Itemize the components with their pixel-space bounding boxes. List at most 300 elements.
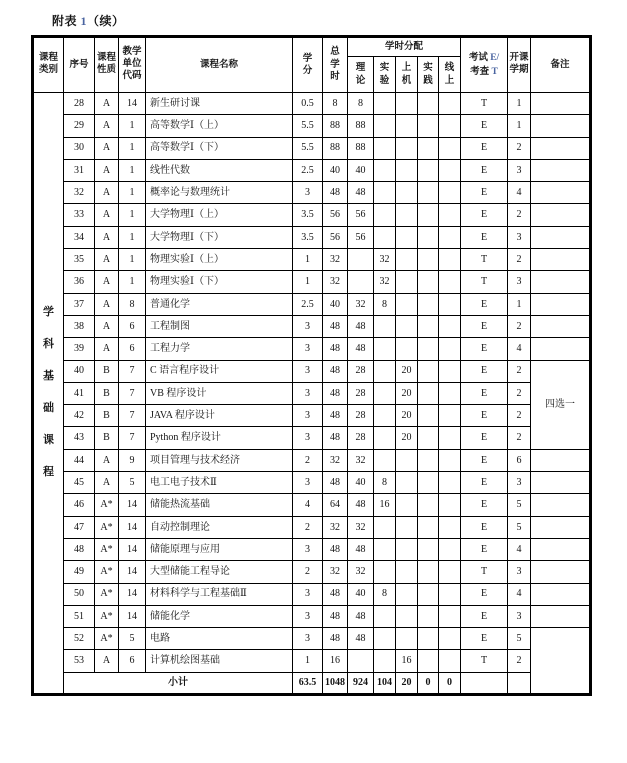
cell-theory: 48 (348, 182, 374, 204)
cell-exam-type: E (461, 605, 508, 627)
cell-practice (418, 650, 439, 672)
cell-online (439, 159, 461, 181)
cell-experiment: 8 (374, 472, 396, 494)
cell-online (439, 249, 461, 271)
cell-online (439, 494, 461, 516)
cell-seq: 36 (64, 271, 95, 293)
cell-total-hours: 48 (323, 405, 348, 427)
header-course-nature: 课程性质 (95, 37, 119, 93)
cell-note (531, 315, 591, 337)
cell-total-hours: 88 (323, 137, 348, 159)
cell-experiment (374, 315, 396, 337)
cell-computer (396, 516, 418, 538)
cell-online (439, 182, 461, 204)
cell-note (531, 249, 591, 271)
cell-unit-code: 7 (119, 427, 146, 449)
cell-unit-code: 7 (119, 382, 146, 404)
cell-note (531, 226, 591, 248)
cell-term: 3 (508, 561, 531, 583)
cell-seq: 33 (64, 204, 95, 226)
cell-theory: 40 (348, 159, 374, 181)
cell-term: 4 (508, 182, 531, 204)
cell-unit-code: 1 (119, 204, 146, 226)
cell-experiment (374, 561, 396, 583)
table-row (33, 405, 591, 427)
cell-course-name: JAVA 程序设计 (146, 405, 293, 427)
header-seq: 序号 (64, 37, 95, 93)
cell-computer: 20 (396, 405, 418, 427)
cell-seq: 46 (64, 494, 95, 516)
cell-course-nature: A* (95, 516, 119, 538)
cell-computer (396, 449, 418, 471)
table-row (33, 249, 591, 271)
table-row (33, 583, 591, 605)
cell-theory: 32 (348, 516, 374, 538)
cell-online (439, 271, 461, 293)
cell-exam-type: E (461, 360, 508, 382)
cell-unit-code: 1 (119, 271, 146, 293)
cell-course-name: C 语言程序设计 (146, 360, 293, 382)
cell-exam-type: E (461, 538, 508, 560)
cell-course-nature: A (95, 137, 119, 159)
cell-experiment (374, 605, 396, 627)
cell-course-name: 高等数学Ⅰ（下） (146, 137, 293, 159)
cell-course-name: 计算机绘图基础 (146, 650, 293, 672)
cell-experiment (374, 382, 396, 404)
header-hours-allocation: 学时分配 (348, 37, 461, 57)
cell-total-hours: 32 (323, 249, 348, 271)
cell-total-hours: 48 (323, 427, 348, 449)
cell-note (531, 159, 591, 181)
cell-course-name: Python 程序设计 (146, 427, 293, 449)
cell-course-name: 大型储能工程导论 (146, 561, 293, 583)
cell-total-hours: 64 (323, 494, 348, 516)
cell-experiment: 8 (374, 583, 396, 605)
cell-experiment (374, 628, 396, 650)
cell-theory: 56 (348, 226, 374, 248)
cell-experiment (374, 360, 396, 382)
cell-seq: 53 (64, 650, 95, 672)
cell-unit-code: 14 (119, 538, 146, 560)
cell-exam-type: T (461, 561, 508, 583)
cell-course-nature: A (95, 315, 119, 337)
table-row (33, 650, 591, 672)
cell-theory (348, 271, 374, 293)
cell-note (531, 137, 591, 159)
cell-experiment: 32 (374, 271, 396, 293)
course-category-cell (33, 93, 64, 695)
cell-course-name: 概率论与数理统计 (146, 182, 293, 204)
cell-practice (418, 472, 439, 494)
cell-online (439, 93, 461, 115)
table-row (33, 182, 591, 204)
cell-experiment (374, 538, 396, 560)
header-exam-type: 考试 E/ 考查 T (461, 37, 508, 93)
cell-unit-code: 7 (119, 360, 146, 382)
cell-course-nature: A (95, 449, 119, 471)
table-row (33, 204, 591, 226)
cell-seq: 52 (64, 628, 95, 650)
subtotal-credits: 63.5 (293, 672, 323, 694)
cell-unit-code: 5 (119, 472, 146, 494)
cell-total-hours: 48 (323, 182, 348, 204)
cell-theory: 48 (348, 494, 374, 516)
cell-note (531, 583, 591, 605)
cell-practice (418, 249, 439, 271)
cell-theory: 48 (348, 628, 374, 650)
cell-online (439, 293, 461, 315)
subtotal-term (508, 672, 531, 694)
cell-course-name: 材料科学与工程基础Ⅱ (146, 583, 293, 605)
table-row (33, 382, 591, 404)
cell-unit-code: 14 (119, 561, 146, 583)
cell-term: 1 (508, 93, 531, 115)
cell-exam-type: E (461, 449, 508, 471)
cell-course-nature: A (95, 93, 119, 115)
cell-term: 2 (508, 360, 531, 382)
cell-course-name: 工程力学 (146, 338, 293, 360)
cell-theory: 32 (348, 293, 374, 315)
cell-credits: 3.5 (293, 226, 323, 248)
cell-credits: 3 (293, 315, 323, 337)
cell-theory: 88 (348, 115, 374, 137)
cell-online (439, 137, 461, 159)
cell-practice (418, 605, 439, 627)
cell-note (531, 115, 591, 137)
cell-theory: 28 (348, 427, 374, 449)
cell-credits: 3 (293, 583, 323, 605)
cell-experiment (374, 516, 396, 538)
cell-seq: 40 (64, 360, 95, 382)
cell-term: 5 (508, 628, 531, 650)
cell-exam-type: E (461, 293, 508, 315)
cell-computer: 20 (396, 382, 418, 404)
header-theory: 理论 (348, 57, 374, 93)
cell-computer (396, 472, 418, 494)
cell-course-nature: A* (95, 538, 119, 560)
cell-total-hours: 40 (323, 293, 348, 315)
cell-course-nature: A (95, 226, 119, 248)
cell-unit-code: 7 (119, 405, 146, 427)
cell-exam-type: E (461, 405, 508, 427)
cell-course-name: 自动控制理论 (146, 516, 293, 538)
cell-credits: 3 (293, 382, 323, 404)
appendix-title-suffix: （续） (87, 14, 125, 28)
cell-practice (418, 315, 439, 337)
cell-unit-code: 1 (119, 115, 146, 137)
table-row (33, 449, 591, 471)
cell-theory: 48 (348, 538, 374, 560)
cell-total-hours: 48 (323, 472, 348, 494)
cell-note (531, 338, 591, 360)
cell-term: 5 (508, 516, 531, 538)
cell-computer: 20 (396, 427, 418, 449)
cell-note (531, 449, 591, 471)
table-row (33, 472, 591, 494)
cell-computer (396, 93, 418, 115)
cell-exam-type: E (461, 182, 508, 204)
cell-unit-code: 14 (119, 583, 146, 605)
cell-credits: 2 (293, 516, 323, 538)
cell-course-name: 电工电子技术Ⅱ (146, 472, 293, 494)
cell-seq: 51 (64, 605, 95, 627)
cell-credits: 3 (293, 628, 323, 650)
cell-theory: 28 (348, 405, 374, 427)
cell-credits: 3 (293, 472, 323, 494)
cell-exam-type: E (461, 204, 508, 226)
cell-course-nature: A (95, 249, 119, 271)
cell-exam-type: T (461, 650, 508, 672)
cell-exam-type: E (461, 115, 508, 137)
cell-seq: 49 (64, 561, 95, 583)
cell-unit-code: 1 (119, 182, 146, 204)
cell-computer (396, 605, 418, 627)
cell-seq: 35 (64, 249, 95, 271)
table-row (33, 115, 591, 137)
cell-term: 3 (508, 226, 531, 248)
cell-practice (418, 628, 439, 650)
cell-experiment (374, 427, 396, 449)
cell-experiment: 32 (374, 249, 396, 271)
cell-computer (396, 115, 418, 137)
cell-credits: 3.5 (293, 204, 323, 226)
cell-term: 4 (508, 338, 531, 360)
table-row (33, 159, 591, 181)
cell-course-nature: A* (95, 494, 119, 516)
cell-term: 2 (508, 315, 531, 337)
cell-practice (418, 115, 439, 137)
cell-seq: 42 (64, 405, 95, 427)
table-row (33, 538, 591, 560)
cell-term: 4 (508, 583, 531, 605)
subtotal-theory: 924 (348, 672, 374, 694)
cell-note (531, 494, 591, 516)
cell-practice (418, 382, 439, 404)
cell-total-hours: 48 (323, 315, 348, 337)
cell-computer (396, 293, 418, 315)
cell-online (439, 204, 461, 226)
cell-practice (418, 159, 439, 181)
cell-online (439, 360, 461, 382)
cell-seq: 45 (64, 472, 95, 494)
cell-online (439, 338, 461, 360)
cell-total-hours: 8 (323, 93, 348, 115)
cell-practice (418, 427, 439, 449)
cell-unit-code: 1 (119, 159, 146, 181)
cell-note: 四选一 (531, 360, 591, 449)
cell-practice (418, 494, 439, 516)
header-online: 线上 (439, 57, 461, 93)
cell-practice (418, 293, 439, 315)
cell-online (439, 449, 461, 471)
cell-computer (396, 338, 418, 360)
cell-note (531, 516, 591, 538)
cell-online (439, 650, 461, 672)
cell-theory (348, 650, 374, 672)
table-row (33, 516, 591, 538)
cell-unit-code: 1 (119, 137, 146, 159)
cell-seq: 30 (64, 137, 95, 159)
cell-online (439, 405, 461, 427)
header-course-name: 课程名称 (146, 37, 293, 93)
subtotal-exam (461, 672, 508, 694)
cell-experiment (374, 650, 396, 672)
cell-term: 2 (508, 650, 531, 672)
cell-seq: 50 (64, 583, 95, 605)
cell-online (439, 427, 461, 449)
cell-theory: 48 (348, 315, 374, 337)
cell-course-name: 物理实验Ⅰ（上） (146, 249, 293, 271)
cell-total-hours: 56 (323, 204, 348, 226)
cell-theory: 48 (348, 605, 374, 627)
subtotal-prac: 0 (418, 672, 439, 694)
cell-computer (396, 137, 418, 159)
cell-course-nature: A (95, 472, 119, 494)
cell-term: 2 (508, 204, 531, 226)
table-row (33, 494, 591, 516)
cell-credits: 3 (293, 405, 323, 427)
cell-exam-type: E (461, 226, 508, 248)
cell-seq: 34 (64, 226, 95, 248)
cell-online (439, 315, 461, 337)
cell-total-hours: 88 (323, 115, 348, 137)
cell-online (439, 583, 461, 605)
cell-note (531, 271, 591, 293)
cell-practice (418, 137, 439, 159)
cell-practice (418, 360, 439, 382)
table-row (33, 427, 591, 449)
cell-theory: 56 (348, 204, 374, 226)
cell-credits: 4 (293, 494, 323, 516)
cell-practice (418, 338, 439, 360)
table-row (33, 561, 591, 583)
cell-online (439, 472, 461, 494)
cell-experiment (374, 338, 396, 360)
cell-seq: 44 (64, 449, 95, 471)
cell-note (531, 561, 591, 583)
cell-course-name: 大学物理Ⅰ（下） (146, 226, 293, 248)
table-row (33, 628, 591, 650)
cell-exam-type: E (461, 583, 508, 605)
cell-experiment (374, 405, 396, 427)
cell-credits: 5.5 (293, 115, 323, 137)
header-unit-code: 教学单位代码 (119, 37, 146, 93)
header-note: 备注 (531, 37, 591, 93)
cell-theory: 40 (348, 472, 374, 494)
table-row (33, 226, 591, 248)
cell-course-nature: A* (95, 628, 119, 650)
cell-seq: 29 (64, 115, 95, 137)
cell-theory: 8 (348, 93, 374, 115)
cell-credits: 2 (293, 449, 323, 471)
course-category-label: 学科基础课程 (43, 306, 54, 478)
cell-total-hours: 16 (323, 650, 348, 672)
cell-unit-code: 14 (119, 93, 146, 115)
cell-exam-type: T (461, 271, 508, 293)
cell-practice (418, 583, 439, 605)
cell-total-hours: 48 (323, 382, 348, 404)
cell-credits: 3 (293, 538, 323, 560)
cell-practice (418, 271, 439, 293)
cell-computer (396, 583, 418, 605)
cell-course-name: 工程制图 (146, 315, 293, 337)
cell-total-hours: 48 (323, 605, 348, 627)
cell-online (439, 226, 461, 248)
cell-course-nature: A (95, 338, 119, 360)
cell-practice (418, 226, 439, 248)
cell-course-name: 新生研讨课 (146, 93, 293, 115)
appendix-title-prefix: 附表 (52, 14, 81, 28)
cell-exam-type: E (461, 494, 508, 516)
header-term: 开课学期 (508, 37, 531, 93)
cell-seq: 47 (64, 516, 95, 538)
cell-experiment (374, 93, 396, 115)
cell-credits: 3 (293, 605, 323, 627)
cell-practice (418, 449, 439, 471)
subtotal-label: 小计 (64, 672, 293, 694)
table-body (33, 93, 591, 695)
cell-practice (418, 538, 439, 560)
cell-computer (396, 561, 418, 583)
cell-practice (418, 93, 439, 115)
cell-unit-code: 14 (119, 516, 146, 538)
cell-total-hours: 48 (323, 338, 348, 360)
cell-course-name: 储能原理与应用 (146, 538, 293, 560)
table-row (33, 338, 591, 360)
cell-practice (418, 561, 439, 583)
cell-unit-code: 14 (119, 605, 146, 627)
cell-course-name: 线性代数 (146, 159, 293, 181)
cell-course-name: VB 程序设计 (146, 382, 293, 404)
cell-theory (348, 249, 374, 271)
cell-credits: 5.5 (293, 137, 323, 159)
cell-note (531, 628, 591, 695)
cell-experiment (374, 226, 396, 248)
header-computer: 上机 (396, 57, 418, 93)
cell-unit-code: 8 (119, 293, 146, 315)
cell-theory: 32 (348, 449, 374, 471)
cell-exam-type: E (461, 137, 508, 159)
subtotal-exp: 104 (374, 672, 396, 694)
appendix-title (52, 12, 125, 29)
cell-exam-type: T (461, 93, 508, 115)
cell-course-nature: A (95, 182, 119, 204)
header-course-category: 课程类别 (33, 37, 64, 93)
header-practice: 实践 (418, 57, 439, 93)
cell-unit-code: 14 (119, 494, 146, 516)
cell-computer: 20 (396, 360, 418, 382)
cell-term: 2 (508, 137, 531, 159)
cell-total-hours: 40 (323, 159, 348, 181)
cell-note (531, 472, 591, 494)
cell-online (439, 605, 461, 627)
cell-experiment (374, 159, 396, 181)
table-row (33, 315, 591, 337)
cell-seq: 43 (64, 427, 95, 449)
header-experiment: 实验 (374, 57, 396, 93)
cell-term: 2 (508, 249, 531, 271)
cell-exam-type: E (461, 382, 508, 404)
cell-course-nature: B (95, 382, 119, 404)
cell-credits: 2.5 (293, 293, 323, 315)
cell-total-hours: 32 (323, 449, 348, 471)
cell-computer (396, 315, 418, 337)
cell-unit-code: 9 (119, 449, 146, 471)
cell-course-name: 大学物理Ⅰ（上） (146, 204, 293, 226)
cell-term: 6 (508, 449, 531, 471)
cell-seq: 38 (64, 315, 95, 337)
cell-credits: 1 (293, 650, 323, 672)
